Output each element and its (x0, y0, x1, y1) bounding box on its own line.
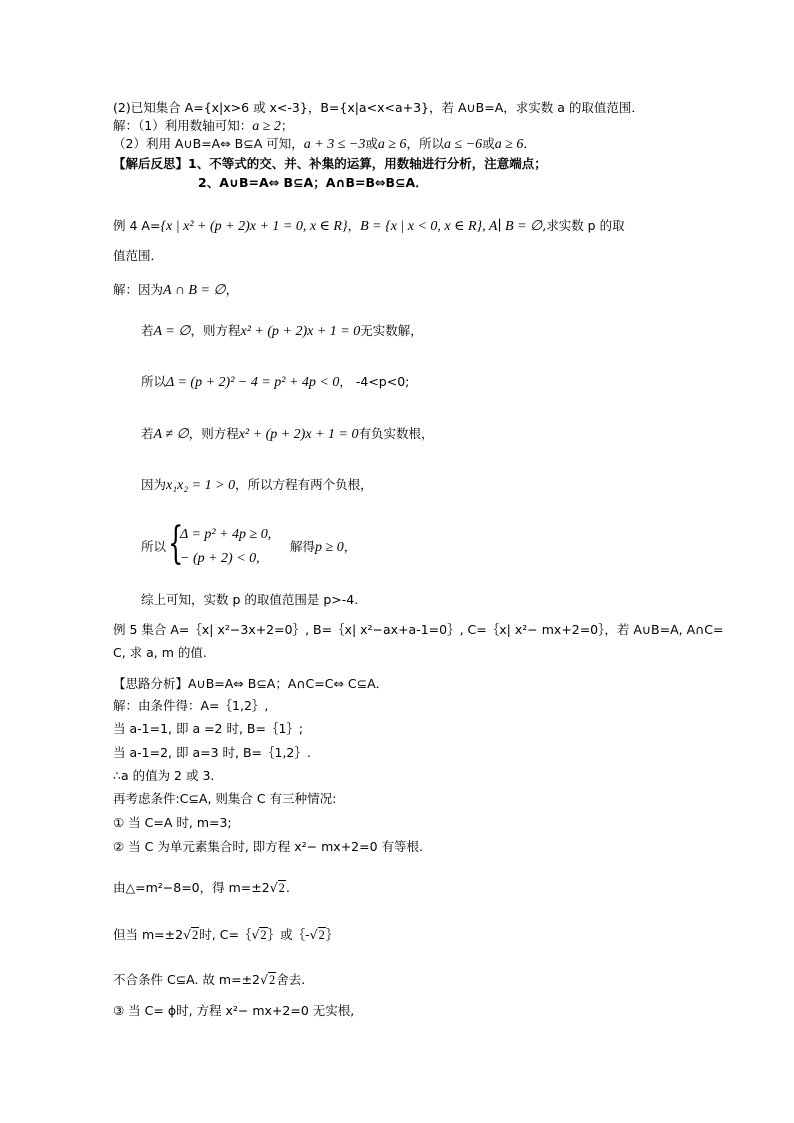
solution-line: 当 a-1=1, 即 a =2 时, B=｛1｝; (113, 721, 304, 736)
solution-line: 解：由条件得：A=｛1,2｝, (113, 698, 269, 713)
punctuation: ， (347, 218, 361, 233)
solution-text: 解：因为 (113, 282, 164, 297)
solution-text: 但当 m=±2 (113, 927, 184, 942)
example-5-statement: 例 5 集合 A=｛x| x²−3x+2=0｝, B=｛x| x²−ax+a-1=0｝, C=｛x| x²− mx+2=0｝，若 A∪B=A, A∩C= (113, 622, 724, 637)
sqrt-expression: √2 (251, 927, 267, 942)
solution-text: 由△=m²−8=0，得 m=±2 (113, 880, 270, 895)
sqrt-expression: √2 (309, 927, 325, 942)
punctuation: ． (523, 136, 536, 151)
solution-line: ∴a 的值为 2 或 3. (113, 768, 215, 783)
solution-text: 所以 (141, 374, 167, 389)
solution-text: 无实数解， (360, 323, 423, 338)
math-expression: x² + (p + 2)x + 1 = 0 (238, 427, 359, 442)
math-expression: x₁x₂ = 1 > 0 (166, 478, 236, 493)
math-expression: a ≥ 2 (252, 119, 281, 134)
sqrt-expression: √2 (260, 972, 276, 987)
math-expression: B = {x | x < 0, x ∈ R}, A∣ B = ∅ (360, 219, 543, 234)
system-label: 所以 (141, 539, 167, 554)
system-result (290, 539, 356, 556)
sqrt-expression: √2 (183, 927, 199, 942)
problem-2-statement: (2)已知集合 A={x|x>6 或 x<-3}，B={x|a<x<a+3}，若 A∪B=A，求实数 a 的取值范围． (113, 100, 644, 115)
solution-line: 当 a-1=2, 即 a=3 时, B=｛1,2｝. (113, 745, 311, 760)
reflection-heading: 【解后反思】1、不等式的交、并、补集的运算，用数轴进行分析，注意端点； (113, 156, 547, 171)
product-of-roots-line (141, 477, 373, 494)
check-m-line (113, 927, 338, 943)
math-expression: p ≥ 0 (315, 540, 344, 555)
solution-text: 或 (482, 136, 495, 151)
solution-text: 因为 (141, 477, 167, 492)
solution-part-1 (113, 118, 293, 135)
radicand: 2 (260, 928, 267, 942)
math-expression: a + 3 ≤ −3 (303, 137, 366, 152)
example-4-solution-start (113, 282, 238, 299)
solution-line: 再考虑条件:C⊆A, 则集合 C 有三种情况: (113, 791, 337, 806)
case-1: ① 当 C=A 时, m=3; (113, 815, 232, 830)
example-5-continued: C, 求 a, m 的值. (113, 645, 207, 660)
discriminant-line (141, 374, 409, 391)
reflection-point-2: 2、A∪B=A⇔ B⊆A；A∩B=B⇔B⊆A． (198, 175, 428, 190)
radicand: 2 (268, 973, 276, 987)
punctuation: ； (280, 118, 294, 133)
solution-text: 解得 (290, 539, 316, 554)
case-nonempty-set (141, 426, 433, 443)
example-4-continued: 值范围． (113, 248, 164, 263)
solution-text: ，则方程 (188, 426, 239, 441)
solution-text: ,求实数 p 的取 (542, 218, 625, 233)
solution-text: 若 (141, 323, 154, 338)
analysis-heading: 【思路分析】A∪B=A⇔ B⊆A；A∩C=C⇔ C⊆A． (113, 676, 389, 691)
solution-text: 舍去. (276, 972, 306, 987)
case-empty-set (141, 323, 423, 340)
case-3: ③ 当 C= ϕ时, 方程 x²− mx+2=0 无实根, (113, 1003, 355, 1018)
solution-text: ，则方程 (190, 323, 241, 338)
math-expression: {x | x² + (p + 2)x + 1 = 0, x ∈ R} (160, 219, 348, 234)
punctuation: ， (343, 539, 357, 554)
example-4-conclusion: 综上可知，实数 p 的取值范围是 p>-4. (141, 592, 359, 607)
left-brace: { (168, 518, 184, 569)
solution-text: ｝ (325, 927, 339, 942)
radicand: 2 (318, 928, 325, 942)
math-expression: Δ = (p + 2)² − 4 = p² + 4p < 0 (166, 375, 340, 390)
solution-text: ，所以方程有两个负根， (235, 477, 373, 492)
sqrt-expression: √2 (269, 880, 285, 895)
math-expression: a ≥ 6 (494, 137, 524, 152)
solution-text: 若 (141, 426, 154, 441)
math-expression: A = ∅ (153, 324, 191, 339)
system-inequality-1: Δ = p² + 4p ≥ 0, (180, 527, 272, 542)
solution-part-2 (113, 136, 536, 153)
reject-m-line (113, 972, 305, 988)
example-label: 例 4 A= (113, 218, 161, 233)
punctuation: ， (225, 282, 239, 297)
solution-text: ｝或｛- (267, 927, 310, 942)
math-expression: a ≥ 6 (377, 137, 407, 152)
case-2: ② 当 C 为单元素集合时, 即方程 x²− mx+2=0 有等根. (113, 839, 424, 854)
discriminant-m-line (113, 880, 290, 896)
solution-text: 不合条件 C⊆A. 故 m=±2 (113, 972, 261, 987)
system-inequality-2: − (p + 2) < 0, (180, 551, 260, 566)
solution-text: ， -4<p<0; (339, 374, 410, 389)
radicand: 2 (278, 881, 285, 895)
math-expression: A ∩ B = ∅ (163, 283, 226, 298)
example-4-statement (113, 218, 625, 235)
radicand: 2 (192, 928, 199, 942)
solution-text: ，所以 (406, 136, 445, 151)
solution-text: 解：（1）利用数轴可知： (113, 118, 253, 133)
solution-text: （2）利用 A∪B=A⇔ B⊆A 可知， (113, 136, 304, 151)
solution-text: 有负实数根， (358, 426, 434, 441)
solution-text: 或 (365, 136, 378, 151)
math-expression: A ≠ ∅ (153, 427, 189, 442)
math-expression: a ≤ −6 (444, 137, 483, 152)
math-expression: x² + (p + 2)x + 1 = 0 (240, 324, 361, 339)
solution-text: 时, C=｛ (199, 927, 252, 942)
punctuation: . (285, 880, 290, 895)
